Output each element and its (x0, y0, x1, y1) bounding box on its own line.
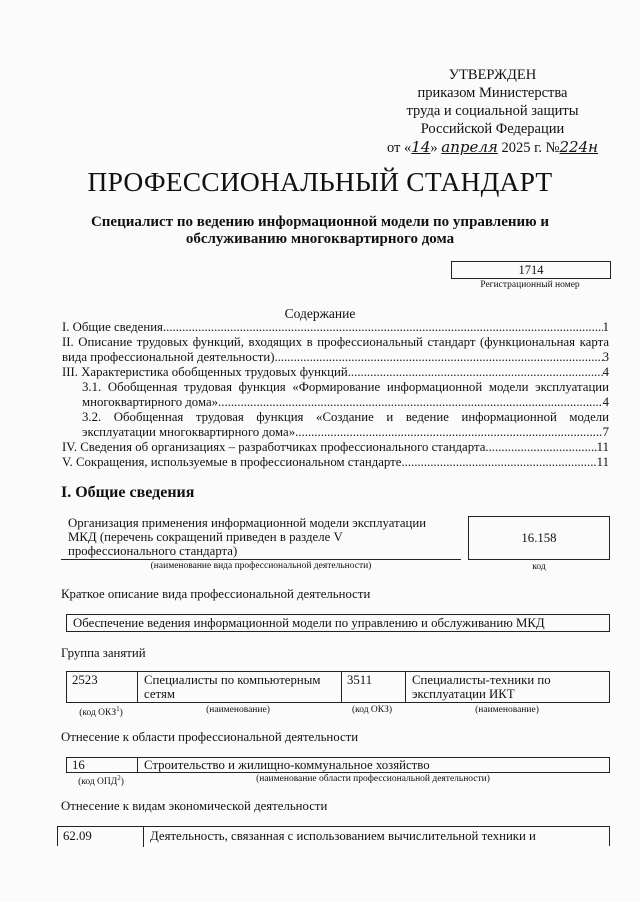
occupation-name-1 (144, 673, 339, 701)
registration-label: Регистрационный номер (480, 280, 580, 290)
document-title: ПРОФЕССИОНАЛЬНЫЙ СТАНДАРТ (87, 166, 553, 197)
okz-code-label-2: (код ОКЗ) (351, 705, 393, 715)
activity-code-label: код (532, 562, 546, 572)
toc-item-4[interactable] (62, 440, 609, 454)
date-day: 14 (411, 138, 431, 156)
activity-name-label: (наименование вида профессиональной деятельности) (150, 561, 372, 571)
approval-line-country: Российской Федерации (420, 121, 565, 137)
approval-block (385, 66, 600, 157)
occupation-name-label-1: (наименование) (206, 705, 270, 715)
economic-activity-table (57, 826, 610, 846)
occupation-name-2 (412, 673, 607, 701)
occupation-name-2-line1: Специалисты-техники по (412, 673, 551, 687)
toc-item-1[interactable] (62, 320, 609, 334)
occupation-name-1-line1: Специалисты по компьютерным (144, 673, 321, 687)
occupation-code-1: 2523 (72, 673, 98, 687)
occupation-code-2: 3511 (347, 673, 373, 687)
toc-item-3-1-text: многоквартирного дома» (82, 395, 219, 409)
professional-area-label: Отнесение к области профессиональной деятельности (61, 730, 359, 744)
professional-area-table (66, 757, 610, 773)
toc-item-2-text: вида профессиональной деятельности) (62, 350, 275, 364)
toc-item-1-text: I. Общие сведения (62, 320, 163, 334)
occupation-group-label: Группа занятий (61, 646, 146, 660)
date-month: апреля (441, 138, 498, 156)
toc-item-3-2-text: эксплуатации многоквартирного дома» (82, 425, 296, 439)
toc-item-3-1[interactable] (82, 395, 609, 409)
date-mid: » (430, 140, 438, 156)
toc-item-3-2-line1[interactable]: 3.2. Обобщенная трудовая функция «Создание и ведение информационной модели (82, 410, 609, 424)
professional-area-name-label: (наименование области профессиональной деятельности) (256, 774, 490, 784)
toc-item-2-line1[interactable]: II. Описание трудовых функций, входящих в профессиональный стандарт (функциональная карта (62, 335, 609, 349)
standard-name (60, 214, 580, 248)
toc-item-3-text: III. Характеристика обобщенных трудовых функций (62, 365, 348, 379)
activity-name-underline (61, 559, 461, 560)
activity-name-line2: МКД (перечень сокращений приведен в разделе V (68, 530, 343, 544)
approval-line-ministry-name: труда и социальной защиты (406, 103, 579, 119)
okz-code-label: (код ОКЗ$^1$) (79, 705, 123, 719)
standard-name-line2: обслуживанию многоквартирного дома (185, 231, 455, 247)
toc-item-4-text: IV. Сведения об организациях – разработчиках профессионального стандарта (62, 440, 486, 454)
occupation-name-1-line2: сетям (144, 687, 175, 701)
date-prefix: от « (387, 140, 412, 156)
brief-description-label: Краткое описание вида профессиональной деятельности (61, 587, 371, 601)
section-heading: I. Общие сведения (61, 484, 195, 501)
approval-date-line (385, 138, 600, 157)
toc-title: Содержание (284, 306, 356, 321)
activity-name-line1: Организация применения информационной модели эксплуатации (68, 516, 427, 530)
toc-item-3-1-page: 4 (602, 395, 609, 409)
occupation-group-table (66, 671, 610, 703)
economic-activity-label: Отнесение к видам экономической деятельности (61, 799, 328, 813)
order-number: 224н (559, 138, 598, 156)
occupation-name-2-line2: эксплуатации ИКТ (412, 687, 515, 701)
professional-area-name: Строительство и жилищно-коммунальное хозяйство (144, 758, 430, 772)
registration-number: 1714 (451, 261, 611, 279)
activity-name-line3: профессионального стандарта) (68, 544, 238, 558)
toc-item-3-2-page: 7 (602, 425, 609, 439)
toc-item-1-page: 1 (602, 320, 609, 334)
toc-item-5[interactable] (62, 455, 609, 469)
economic-activity-code: 62.09 (63, 829, 92, 843)
approval-line-ministry: приказом Министерства (417, 85, 568, 101)
toc-item-2-page: 3 (602, 350, 609, 364)
toc-item-5-text: V. Сокращения, используемые в профессиональном стандарте (62, 455, 402, 469)
toc-item-2[interactable] (62, 350, 609, 364)
activity-code: 16.158 (468, 516, 610, 560)
professional-area-code: 16 (72, 758, 85, 772)
toc-item-3-2[interactable] (82, 425, 609, 439)
brief-description: Обеспечение ведения информационной модели по управлению и обслуживанию МКД (66, 614, 610, 632)
activity-name (68, 516, 458, 558)
toc-item-5-page: 11 (596, 455, 609, 469)
economic-activity-name: Деятельность, связанная с использованием вычислительной техники и (150, 829, 536, 843)
occupation-name-label-2: (наименование) (475, 705, 539, 715)
toc-item-3-page: 4 (602, 365, 609, 379)
standard-name-line1: Специалист по ведению информационной модели по управлению и (90, 214, 550, 230)
toc-item-3[interactable] (62, 365, 609, 379)
toc-item-3-1-line1[interactable]: 3.1. Обобщенная трудовая функция «Формирование информационной модели эксплуатации (82, 380, 609, 394)
toc-item-4-page: 11 (596, 440, 609, 454)
opd-code-label: (код ОПД$^2$) (78, 774, 124, 788)
date-year: 2025 г. № (501, 140, 560, 156)
approval-heading: УТВЕРЖДЕН (448, 67, 537, 83)
